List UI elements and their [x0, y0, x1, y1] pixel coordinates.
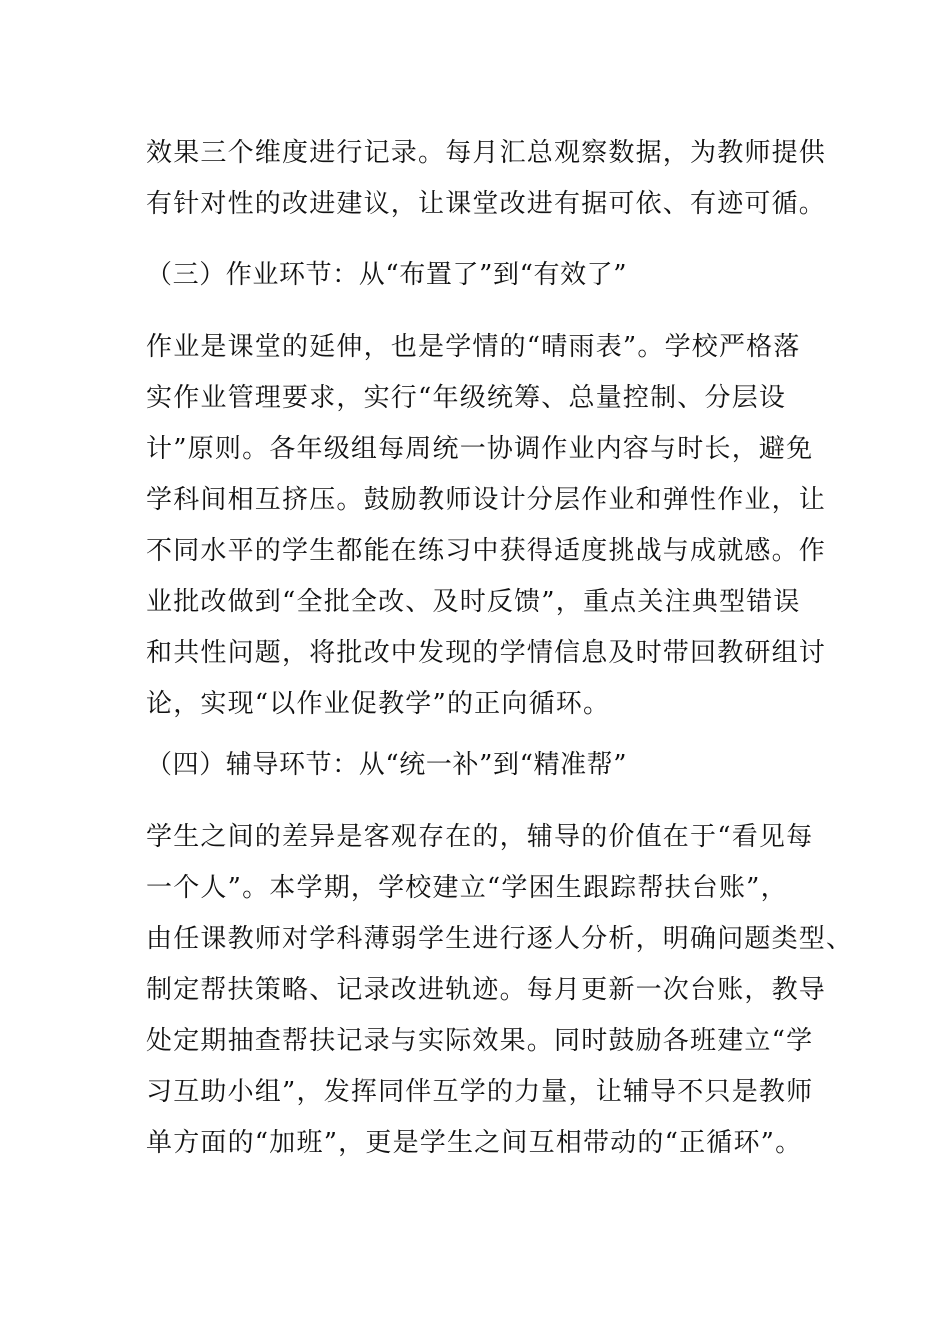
text-line: 有针对性的改进建议，让课堂改进有据可依、有迹可循。 — [146, 189, 827, 219]
text-line: 学科间相互挤压。鼓励教师设计分层作业和弹性作业，让 — [146, 485, 827, 515]
text-line: 效果三个维度进行记录。每月汇总观察数据，为教师提供 — [146, 138, 827, 168]
text-line: 习互助小组”，发挥同伴互学的力量，让辅导不只是教师 — [146, 1077, 814, 1107]
text-line: 学生之间的差异是客观存在的，辅导的价值在于“看见每 — [146, 822, 814, 852]
section-heading-4 — [146, 740, 806, 791]
heading-text: （三）作业环节：从“布置了”到“有效了” — [146, 260, 628, 290]
text-line: 作业是课堂的延伸，也是学情的“晴雨表”。学校严格落 — [146, 332, 801, 362]
paragraph-homework — [146, 322, 827, 730]
paragraph-intro — [146, 128, 827, 230]
text-line: 论，实现“以作业促教学”的正向循环。 — [146, 689, 611, 719]
text-line: 计”原则。各年级组每周统一协调作业内容与时长，避免 — [146, 434, 814, 464]
text-line: 由任课教师对学科薄弱学生进行逐人分析，明确问题类型、 — [146, 924, 854, 954]
text-line: 处定期抽查帮扶记录与实际效果。同时鼓励各班建立“学 — [146, 1026, 814, 1056]
section-heading-3 — [146, 250, 806, 301]
text-line: 和共性问题，将批改中发现的学情信息及时带回教研组讨 — [146, 638, 827, 668]
text-line: 制定帮扶策略、记录改进轨迹。每月更新一次台账，教导 — [146, 975, 827, 1005]
text-line: 一个人”。本学期，学校建立“学困生跟踪帮扶台账”， — [146, 873, 788, 903]
heading-text: （四）辅导环节：从“统一补”到“精准帮” — [146, 750, 628, 780]
text-line: 实作业管理要求，实行“年级统筹、总量控制、分层设 — [146, 383, 787, 413]
text-line: 单方面的“加班”，更是学生之间互相带动的“正循环”。 — [146, 1128, 803, 1158]
paragraph-tutoring — [146, 812, 854, 1169]
text-line: 不同水平的学生都能在练习中获得适度挑战与成就感。作 — [146, 536, 827, 566]
text-line: 业批改做到“全批全改、及时反馈”，重点关注典型错误 — [146, 587, 801, 617]
